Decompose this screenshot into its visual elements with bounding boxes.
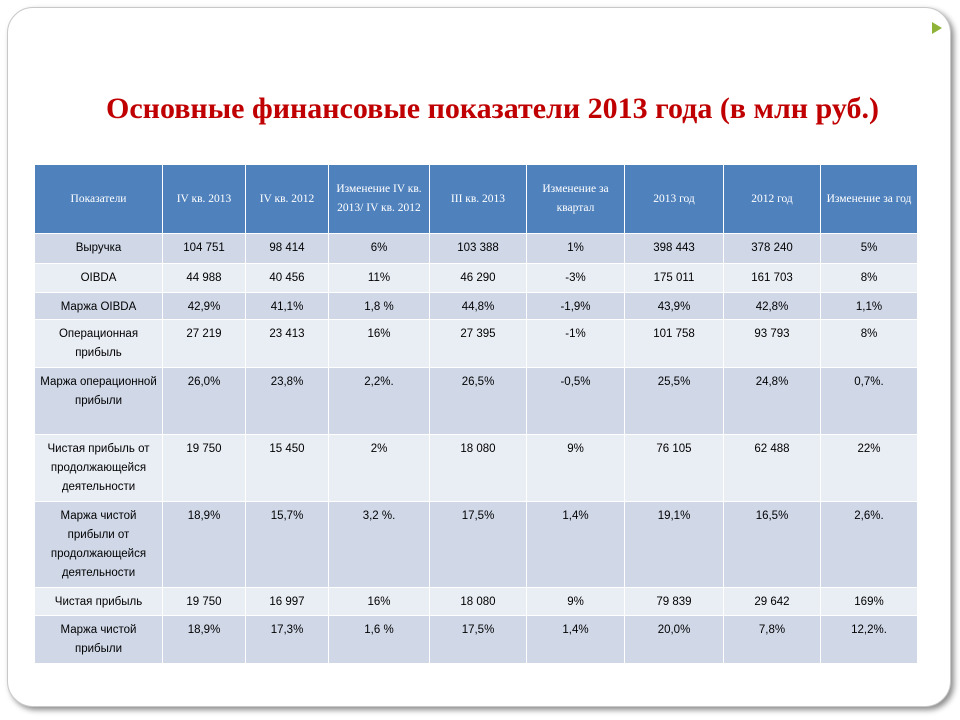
table-cell: 29 642 — [724, 588, 821, 616]
table-row — [35, 588, 918, 616]
table-cell: 17,5% — [430, 502, 527, 588]
column-header: Изменение за квартал — [527, 165, 625, 234]
table-cell: 79 839 — [625, 588, 724, 616]
row-label: Чистая прибыль от продолжающейся деятельности — [35, 435, 163, 502]
table-cell: 3,2 %. — [329, 502, 430, 588]
table-cell: 16 997 — [246, 588, 329, 616]
table-cell: 22% — [821, 435, 918, 502]
table-cell: 62 488 — [724, 435, 821, 502]
table-row — [35, 264, 918, 293]
table-cell: 44,8% — [430, 293, 527, 320]
table-row — [35, 234, 918, 264]
column-header: 2012 год — [724, 165, 821, 234]
table-cell: 19 750 — [163, 588, 246, 616]
table-cell: 1,4% — [527, 616, 625, 664]
page-title: Основные финансовые показатели 2013 года (в млн руб.) — [106, 92, 879, 125]
table-cell: 27 395 — [430, 320, 527, 368]
table-cell: -1,9% — [527, 293, 625, 320]
table-cell: 0,7%. — [821, 368, 918, 435]
table-cell: 103 388 — [430, 234, 527, 264]
table-cell: 19 750 — [163, 435, 246, 502]
row-label: Чистая прибыль — [35, 588, 163, 616]
table-cell: 5% — [821, 234, 918, 264]
table-header-row — [35, 165, 918, 234]
column-header: IV кв. 2012 — [246, 165, 329, 234]
table-cell: 25,5% — [625, 368, 724, 435]
table-cell: 7,8% — [724, 616, 821, 664]
table-cell: 42,9% — [163, 293, 246, 320]
table-row — [35, 293, 918, 320]
row-label: OIBDA — [35, 264, 163, 293]
financial-table — [34, 164, 918, 664]
row-label: Маржа OIBDA — [35, 293, 163, 320]
table-cell: 40 456 — [246, 264, 329, 293]
table-cell: 1,4% — [527, 502, 625, 588]
table-cell: 17,3% — [246, 616, 329, 664]
table-cell: 398 443 — [625, 234, 724, 264]
table-cell: 2,2%. — [329, 368, 430, 435]
table-cell: 104 751 — [163, 234, 246, 264]
column-header: IV кв. 2013 — [163, 165, 246, 234]
table-row — [35, 435, 918, 502]
column-header: 2013 год — [625, 165, 724, 234]
table-cell: 9% — [527, 435, 625, 502]
table-cell: -1% — [527, 320, 625, 368]
table-cell: 15,7% — [246, 502, 329, 588]
table-cell: 15 450 — [246, 435, 329, 502]
column-header: Изменение за год — [821, 165, 918, 234]
table-cell: 46 290 — [430, 264, 527, 293]
table-cell: 1,6 % — [329, 616, 430, 664]
table-cell: 93 793 — [724, 320, 821, 368]
table-cell: 1,8 % — [329, 293, 430, 320]
row-label: Операционная прибыль — [35, 320, 163, 368]
row-label: Выручка — [35, 234, 163, 264]
table-cell: 161 703 — [724, 264, 821, 293]
table-cell: 6% — [329, 234, 430, 264]
table-cell: -3% — [527, 264, 625, 293]
table-cell: 18 080 — [430, 588, 527, 616]
table-cell: 43,9% — [625, 293, 724, 320]
column-header: III кв. 2013 — [430, 165, 527, 234]
table-cell: 17,5% — [430, 616, 527, 664]
table-cell: 26,0% — [163, 368, 246, 435]
table-cell: 26,5% — [430, 368, 527, 435]
column-header: Изменение IV кв. 2013/ IV кв. 2012 — [329, 165, 430, 234]
table-cell: 16,5% — [724, 502, 821, 588]
table-cell: 98 414 — [246, 234, 329, 264]
table-cell: -0,5% — [527, 368, 625, 435]
table-cell: 18 080 — [430, 435, 527, 502]
table-cell: 1% — [527, 234, 625, 264]
table-cell: 101 758 — [625, 320, 724, 368]
table-cell: 41,1% — [246, 293, 329, 320]
table-cell: 24,8% — [724, 368, 821, 435]
table-row — [35, 368, 918, 435]
table-cell: 8% — [821, 320, 918, 368]
table-cell: 9% — [527, 588, 625, 616]
table-cell: 11% — [329, 264, 430, 293]
table-cell: 16% — [329, 320, 430, 368]
table-cell: 18,9% — [163, 616, 246, 664]
column-header: Показатели — [35, 165, 163, 234]
table-cell: 169% — [821, 588, 918, 616]
table-cell: 1,1% — [821, 293, 918, 320]
table-cell: 2% — [329, 435, 430, 502]
table-cell: 175 011 — [625, 264, 724, 293]
row-label: Маржа чистой прибыли — [35, 616, 163, 664]
table-cell: 27 219 — [163, 320, 246, 368]
table-cell: 16% — [329, 588, 430, 616]
row-label: Маржа чистой прибыли от продолжающейся деятельности — [35, 502, 163, 588]
table-cell: 42,8% — [724, 293, 821, 320]
table-row — [35, 616, 918, 664]
table-cell: 23 413 — [246, 320, 329, 368]
table-row — [35, 320, 918, 368]
table-cell: 18,9% — [163, 502, 246, 588]
triangle-bullet-icon — [932, 22, 942, 34]
table-cell: 378 240 — [724, 234, 821, 264]
table-cell: 20,0% — [625, 616, 724, 664]
table-cell: 2,6%. — [821, 502, 918, 588]
table-cell: 76 105 — [625, 435, 724, 502]
table-row — [35, 502, 918, 588]
table-cell: 44 988 — [163, 264, 246, 293]
table-cell: 23,8% — [246, 368, 329, 435]
row-label: Маржа операционной прибыли — [35, 368, 163, 435]
table-cell: 19,1% — [625, 502, 724, 588]
table-cell: 12,2%. — [821, 616, 918, 664]
table-cell: 8% — [821, 264, 918, 293]
